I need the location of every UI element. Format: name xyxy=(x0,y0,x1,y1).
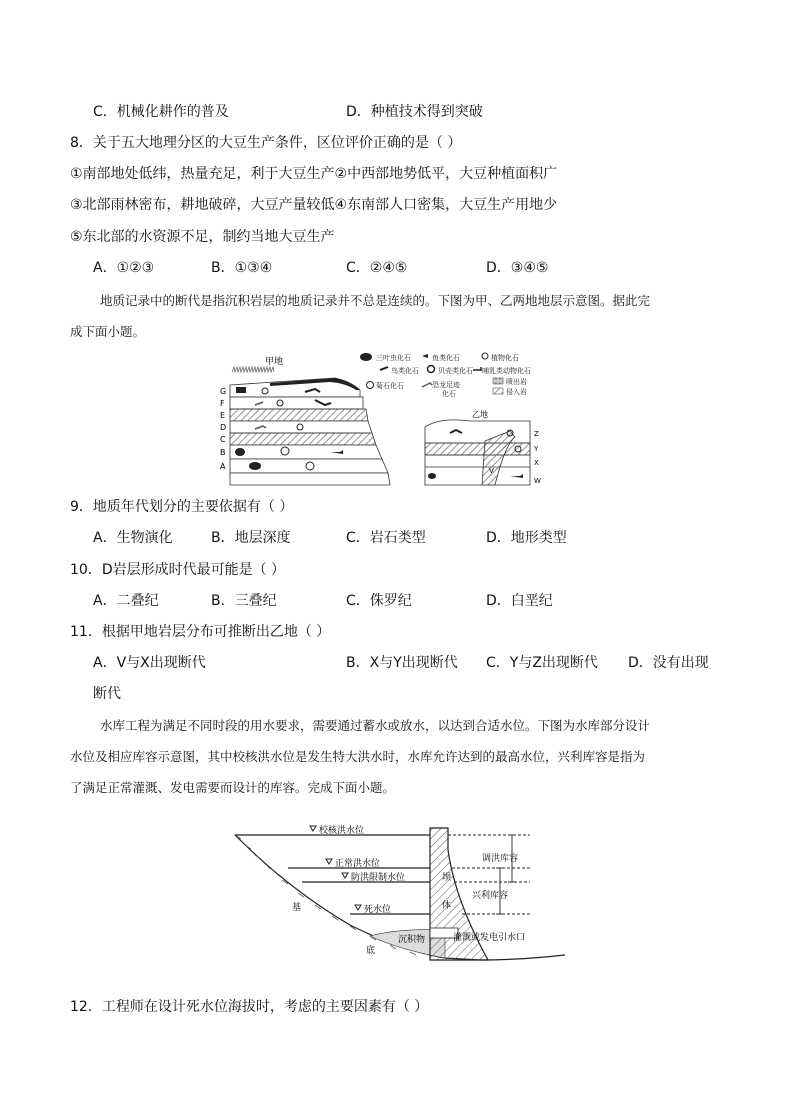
intro2-line3: 了满足正常灌溉、发电需要而设计的库容。完成下面小题。 xyxy=(70,780,396,795)
q8-option-b: B．①③④ xyxy=(211,260,273,276)
benefit-capacity-label: 兴利库容 xyxy=(472,891,509,901)
layer-c: C xyxy=(220,435,226,444)
q7-option-d: D．种植技术得到突破 xyxy=(346,104,483,120)
layer-w: W xyxy=(534,477,541,485)
intro1-line2: 成下面小题。 xyxy=(70,324,146,339)
q11-option-d: D．没有出现 xyxy=(628,655,709,671)
legend-dino-2: 化石 xyxy=(442,390,456,398)
q7-option-c: C．机械化耕作的普及 xyxy=(93,104,229,120)
legend-shell: 贝壳类化石 xyxy=(438,367,473,375)
legend-ammonite: 菊石化石 xyxy=(376,382,404,390)
flood-limit-level: 防洪限制水位 xyxy=(351,873,406,883)
legend-extrusive: 喷出岩 xyxy=(506,378,527,386)
q9-option-d: D．地形类型 xyxy=(486,530,567,546)
q11-option-b: B．X与Y出现断代 xyxy=(346,655,458,671)
reservoir-figure xyxy=(230,810,570,980)
q12-stem: 12．工程师在设计死水位海拔时，考虑的主要因素有（ ） xyxy=(70,999,429,1015)
legend-bird: 鸟类化石 xyxy=(391,367,419,375)
q10-stem: 10．D岩层形成时代最可能是（ ） xyxy=(70,562,286,578)
q9-option-b: B．地层深度 xyxy=(211,530,291,546)
q8-statement-1: ①南部地处低纬，热量充足，利于大豆生产②中西部地势低平，大豆种植面积广 xyxy=(70,166,558,182)
q8-option-d: D．③④⑤ xyxy=(486,260,549,276)
q11-option-d-cont: 断代 xyxy=(93,686,121,702)
q8-option-c: C．②④⑤ xyxy=(346,260,408,276)
layer-y: Y xyxy=(534,445,539,453)
q10-option-d: D．白垩纪 xyxy=(486,593,553,609)
legend-fish: 鱼类化石 xyxy=(432,354,460,362)
legend-intrusive: 侵入岩 xyxy=(506,388,527,396)
dead-water-level: 死水位 xyxy=(364,905,392,915)
dam-label-2: 体 xyxy=(442,901,452,911)
legend-plant: 植物化石 xyxy=(491,354,519,362)
jia-label: 甲地 xyxy=(265,357,284,367)
intro2-line2: 水位及相应库容示意图，其中校核洪水位是发生特大洪水时，水库允许达到的最高水位，兴利库容是指为 xyxy=(70,749,646,764)
legend-mammal: 哺乳类动物化石 xyxy=(482,367,531,375)
q10-option-b: B．三叠纪 xyxy=(211,593,277,609)
base-label-1: 基 xyxy=(292,903,302,913)
base-label-2: 底 xyxy=(366,946,376,956)
q8-statement-2: ③北部雨林密布，耕地破碎，大豆产量较低④东南部人口密集，大豆生产用地少 xyxy=(70,197,558,213)
q8-statement-3: ⑤东北部的水资源不足，制约当地大豆生产 xyxy=(70,229,335,245)
q8-stem: 8．关于五大地理分区的大豆生产条件，区位评价正确的是（ ） xyxy=(70,135,462,151)
normal-flood-level: 正常洪水位 xyxy=(335,859,381,869)
legend-dino: 恐龙足迹 xyxy=(432,381,460,389)
q9-option-c: C．岩石类型 xyxy=(346,530,426,546)
intro2-line1: 水库工程为满足不同时段的用水要求，需要通过蓄水或放水，以达到合适水位。下图为水库部分设计 xyxy=(100,718,651,733)
layer-e: E xyxy=(220,411,226,420)
layer-x: X xyxy=(534,459,539,467)
q10-option-a: A．二叠纪 xyxy=(93,593,159,609)
q9-stem: 9．地质年代划分的主要依据有（ ） xyxy=(70,499,294,515)
layer-b: B xyxy=(220,448,226,457)
layer-z: Z xyxy=(534,430,539,438)
q9-option-a: A．生物演化 xyxy=(93,530,173,546)
layer-a: A xyxy=(220,462,226,471)
q11-stem: 11．根据甲地岩层分布可推断出乙地（ ） xyxy=(70,624,331,640)
q11-option-a: A．V与X出现断代 xyxy=(93,655,206,671)
adjust-capacity-label: 调洪库容 xyxy=(482,854,519,864)
intake-label: 灌溉或发电引水口 xyxy=(453,933,526,943)
q8-option-a: A．①②③ xyxy=(93,260,155,276)
layer-v: V xyxy=(489,467,494,475)
yi-label: 乙地 xyxy=(472,410,488,419)
legend-trilobite: 三叶虫化石 xyxy=(376,354,411,362)
check-flood-level: 校核洪水位 xyxy=(319,826,365,836)
q10-option-c: C．侏罗纪 xyxy=(346,593,412,609)
intro1-line1: 地质记录中的断代是指沉积岩层的地质记录并不总是连续的。下图为甲、乙两地地层示意图。据此完 xyxy=(100,293,651,308)
layer-f: F xyxy=(220,399,225,408)
dam-label-1: 坝 xyxy=(442,873,452,883)
q11-option-c: C．Y与Z出现断代 xyxy=(486,655,598,671)
layer-d: D xyxy=(220,423,227,432)
layer-g: G xyxy=(220,387,227,396)
sediment-label: 沉积物 xyxy=(398,935,426,945)
strata-figure xyxy=(210,345,590,490)
